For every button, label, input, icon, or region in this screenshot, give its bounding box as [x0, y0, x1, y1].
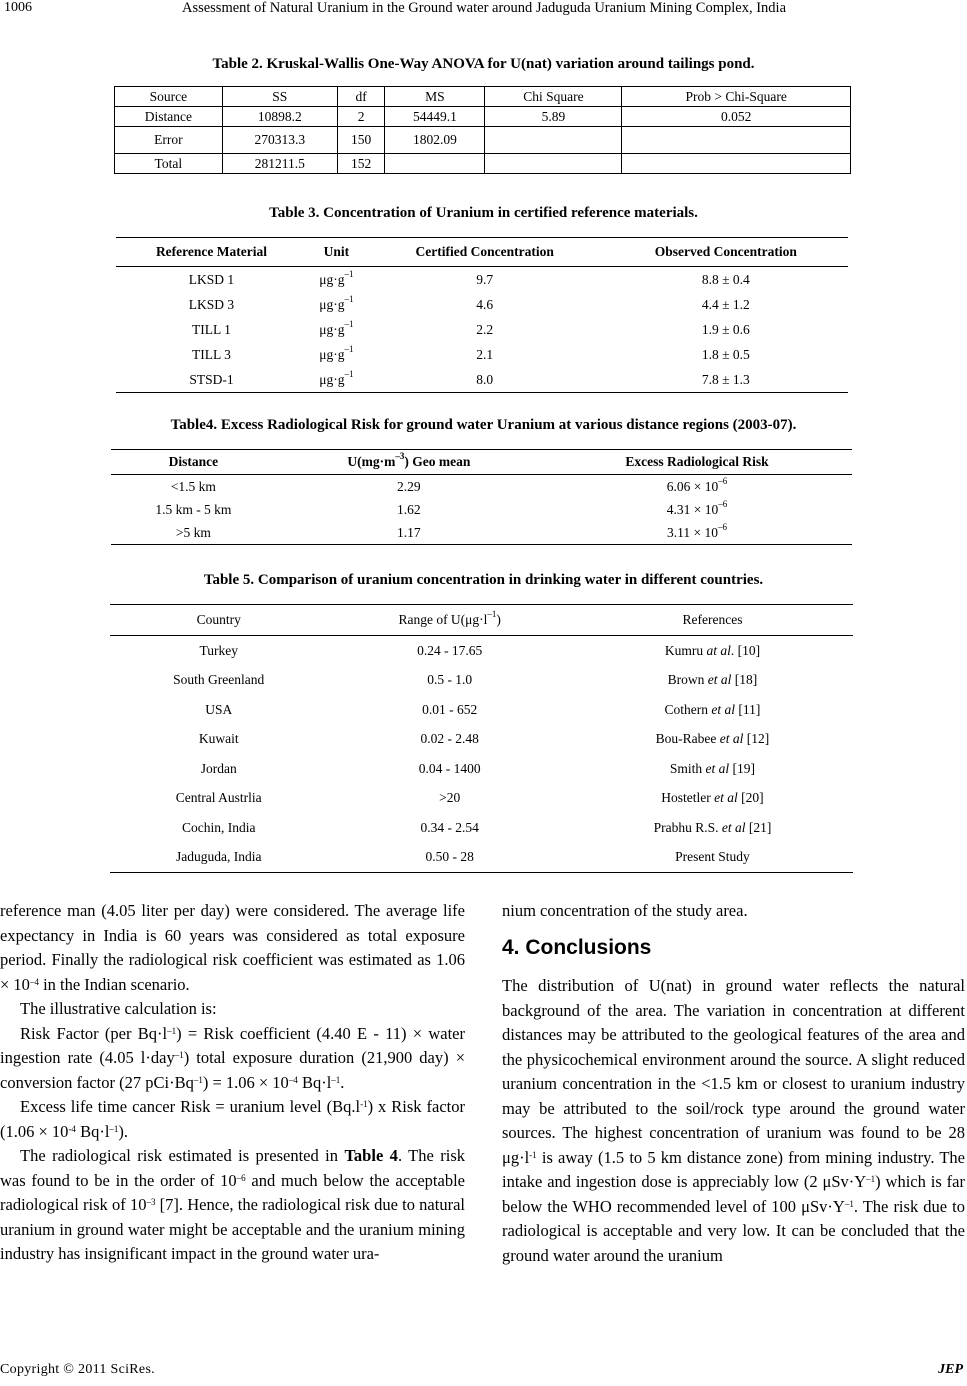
right-column	[502, 899, 965, 1268]
table-cell: 0.5 - 1.0	[427, 672, 473, 688]
header-text: )	[496, 612, 501, 627]
ref-number: [19]	[729, 760, 756, 776]
ref-author: Present Study	[675, 849, 750, 865]
table-cell: 10898.2	[222, 107, 337, 127]
text-run: ) x Risk factor (1.06 × 10	[0, 1097, 465, 1141]
table-header-cell: MS	[385, 87, 485, 107]
table-row	[110, 754, 853, 784]
unit-exponent: –1	[344, 368, 354, 379]
table3-header-row	[116, 238, 848, 267]
table-cell: TILL 3	[192, 346, 231, 362]
table-cell: Jordan	[200, 760, 237, 776]
table-row	[115, 127, 851, 154]
unit-exponent: –1	[344, 343, 354, 354]
table5-caption: Table 5. Comparison of uranium concentration in drinking water in different countries.	[203, 572, 764, 588]
table-cell: Kuwait	[198, 731, 239, 747]
ref-author: Cothern	[664, 701, 712, 717]
table-cell: 5.89	[485, 107, 622, 127]
reference-cell	[572, 695, 853, 725]
table-reference: Table 4	[344, 1146, 398, 1165]
text-run: in the Indian scenario.	[38, 974, 190, 994]
table-cell: LKSD 1	[188, 271, 235, 287]
paragraph	[502, 974, 965, 1268]
unit-text: μg·g	[319, 346, 345, 362]
table-row	[110, 843, 853, 873]
table-cell: 0.01 - 652	[422, 701, 478, 717]
table-header-cell: Country	[110, 605, 327, 636]
table-header-cell: Certified Concentration	[366, 238, 604, 267]
paragraph: nium concentration of the study area.	[502, 901, 748, 920]
ref-etal: et al	[714, 790, 738, 806]
ref-number: [11]	[735, 701, 761, 717]
risk-exponent: –6	[718, 498, 728, 509]
exponent: –1	[109, 1123, 119, 1134]
unit-cell	[307, 317, 366, 342]
reference-cell	[572, 725, 853, 755]
table-cell: 0.02 - 2.48	[420, 731, 479, 747]
text-run: Risk Factor (per Bq·l	[20, 1023, 168, 1043]
ref-number: [21]	[745, 819, 772, 835]
ref-etal: et al	[721, 819, 746, 835]
table-cell: 0.04 - 1400	[418, 760, 481, 776]
ref-author: Kumru	[664, 642, 707, 658]
copyright-footer: Copyright © 2011 SciRes.	[0, 1362, 155, 1377]
table-header-cell: Source	[115, 87, 223, 107]
table3	[116, 237, 848, 393]
table-cell: 2.29	[397, 478, 421, 494]
ref-number: [18]	[731, 672, 758, 688]
ref-author: Smith	[669, 760, 706, 776]
ref-number: [20]	[737, 790, 764, 806]
ref-etal: et al	[711, 701, 736, 717]
exponent: -4	[68, 1123, 76, 1134]
left-column	[0, 899, 465, 1267]
text-run: reference man (4.05 liter per day) were considered. The average life expectancy in India is 60 years was considered as total exposure period. Finally the radiological risk coefficient was estimated as 1.06 × 10	[0, 901, 465, 994]
unit-text: μg·g	[319, 271, 345, 287]
table-row	[110, 695, 853, 725]
exponent: –3	[146, 1197, 156, 1207]
table-header-cell: Distance	[111, 450, 276, 475]
text-run: Bq·l	[75, 1121, 110, 1141]
table-cell: Turkey	[199, 642, 238, 658]
table-header-cell	[327, 605, 572, 636]
table-cell: 1.17	[397, 524, 421, 540]
ref-etal: et al	[719, 731, 744, 747]
header-text: U(mg·m	[347, 454, 396, 469]
exponent: –4	[29, 976, 39, 987]
table-cell: 1802.09	[385, 127, 485, 154]
table-row	[110, 666, 853, 696]
table-row	[116, 367, 848, 393]
paragraph: The illustrative calculation is:	[20, 999, 217, 1018]
table-header-cell: df	[337, 87, 384, 107]
table-header-cell: Prob > Chi-Square	[622, 87, 851, 107]
table-cell: 8.0	[476, 371, 494, 387]
table-cell: 150	[337, 127, 384, 154]
text-run: The distribution of U(nat) in ground water reflects the natural background of the area. The variation in concentration at different distances may be attributed to the geological features of the area and the physicochemical environment around the source. A slight reduced uranium concentration in the <1.5 km or closest to uranium industry may be attributed to the soil/rock type around the ground water sources. The highest concentration of uranium was found to be 28 μg·l	[502, 976, 965, 1167]
table-cell	[622, 127, 851, 154]
table-cell: >20	[439, 790, 461, 806]
table-cell: 0.34 - 2.54	[420, 819, 479, 835]
unit-cell	[307, 292, 366, 317]
reference-cell	[572, 784, 853, 814]
table-cell	[485, 154, 622, 174]
table-cell: 0.50 - 28	[425, 849, 474, 865]
reference-cell	[572, 754, 853, 784]
text-run: The radiological risk estimated is presented in	[20, 1146, 345, 1165]
unit-exponent: –1	[344, 268, 354, 279]
table-cell: TILL 1	[192, 321, 231, 337]
ref-author: Bou-Rabee	[655, 731, 720, 747]
text-run: . The risk due to radiological is acceptable and very low. It can be concluded that the ground water around the uranium	[502, 1196, 965, 1265]
unit-text: μg·g	[319, 296, 345, 312]
text-run: [7]. Hence, the radiological risk due to natural uranium in ground water might be acceptable and the uranium mining industry has insignificant impact in the ground water ura-	[0, 1195, 465, 1263]
table-row	[111, 475, 852, 499]
table-cell: STSD-1	[189, 371, 234, 387]
table-cell: 0.052	[622, 107, 851, 127]
text-run: Bq·l	[297, 1072, 332, 1092]
header-text: ) Geo mean	[404, 454, 471, 469]
table2-caption: Table 2. Kruskal-Wallis One-Way ANOVA for U(nat) variation around tailings pond.	[212, 56, 755, 72]
ref-etal: et al	[707, 672, 732, 688]
table-cell: 7.8 ± 1.3	[701, 371, 750, 387]
table-header-cell: Observed Concentration	[604, 238, 848, 267]
reference-cell	[572, 636, 853, 666]
table-cell: 1.62	[397, 501, 421, 517]
table-cell: South Greenland	[173, 672, 265, 688]
table-cell: 1.8 ± 0.5	[701, 346, 750, 362]
text-run: ) = Risk coefficient (4.40 E - 11) × water ingestion rate (4.05 l·day	[0, 1023, 465, 1067]
unit-exponent: –1	[344, 293, 354, 304]
table4-caption: Table4. Excess Radiological Risk for ground water Uranium at various distance regions (2003-07).	[170, 417, 797, 433]
table-row	[111, 521, 852, 545]
table-header-cell: SS	[222, 87, 337, 107]
text-run: is away (1.5 to 5 km distance zone) from mining industry. The intake and ingestion dose is appreciably low (2 μSv·Y	[502, 1147, 965, 1191]
paragraph	[0, 1144, 465, 1267]
table2	[114, 86, 851, 174]
table5	[110, 604, 853, 873]
risk-cell	[542, 498, 852, 521]
text-run: ).	[118, 1121, 129, 1141]
ref-number: . [10]	[730, 642, 761, 658]
journal-abbrev: JEP	[938, 1362, 963, 1377]
table-cell: Jaduguda, India	[175, 849, 262, 865]
table-cell: Distance	[115, 107, 223, 127]
ref-etal: at al	[706, 642, 731, 658]
unit-cell	[307, 267, 366, 293]
table-row	[116, 342, 848, 367]
table-row	[116, 317, 848, 342]
exponent: –1	[167, 1025, 177, 1036]
table5-header-row	[110, 605, 853, 636]
running-title: Assessment of Natural Uranium in the Ground water around Jaduguda Uranium Mining Complex, India	[181, 0, 787, 16]
table-header-cell: Unit	[307, 238, 366, 267]
exponent: -1	[529, 1149, 537, 1160]
table3-caption: Table 3. Concentration of Uranium in certified reference materials.	[269, 205, 698, 221]
table-cell: LKSD 3	[188, 296, 235, 312]
ref-author: Hostetler	[661, 790, 715, 806]
risk-cell	[542, 475, 852, 499]
table-header-cell: Excess Radiological Risk	[542, 450, 852, 475]
table-cell: 270313.3	[222, 127, 337, 154]
table-header-cell: Chi Square	[485, 87, 622, 107]
table-cell: 2.1	[476, 346, 494, 362]
table-row	[110, 725, 853, 755]
table-cell: Error	[115, 127, 223, 154]
table-header-cell	[276, 450, 542, 475]
table-cell: 4.4 ± 1.2	[701, 296, 750, 312]
risk-cell	[542, 521, 852, 545]
reference-cell	[572, 843, 853, 873]
exponent: –6	[236, 1172, 246, 1183]
table4	[111, 449, 852, 545]
header-exponent: –3	[395, 451, 405, 461]
table-cell: 4.6	[476, 296, 494, 312]
table-row	[110, 636, 853, 666]
paragraph	[0, 1095, 465, 1144]
unit-exponent: –1	[344, 318, 354, 329]
table-cell: 54449.1	[385, 107, 485, 127]
exponent: –1	[174, 1050, 184, 1060]
table-cell: 1.5 km - 5 km	[155, 501, 232, 517]
table-cell: Total	[115, 154, 223, 174]
table-cell: 0.24 - 17.65	[417, 642, 483, 658]
risk-mantissa: 6.06 × 10	[666, 478, 719, 494]
ref-author: Brown	[667, 672, 708, 688]
reference-cell	[572, 813, 853, 843]
table-cell: 8.8 ± 0.4	[701, 271, 750, 287]
table-row	[110, 784, 853, 814]
text-run: and much below the acceptable radiological risk of 10	[0, 1170, 465, 1214]
table-cell: Cochin, India	[181, 819, 256, 835]
table-cell: USA	[205, 701, 233, 717]
table-cell: Central Austrlia	[175, 790, 262, 806]
table4-header-row	[111, 450, 852, 475]
section-heading: 4. Conclusions	[502, 935, 652, 959]
table-header-cell: Reference Material	[116, 238, 307, 267]
text-run: Excess life time cancer Risk = uranium level (Bq.l	[20, 1097, 361, 1116]
unit-cell	[307, 367, 366, 393]
table2-header-row	[115, 87, 851, 107]
table-cell: <1.5 km	[170, 478, 216, 494]
table-cell	[385, 154, 485, 174]
risk-mantissa: 3.11 × 10	[666, 524, 718, 540]
paragraph	[0, 1022, 465, 1096]
text-run: ) which is far below the WHO recommended level of 100 μSv·Y	[502, 1172, 965, 1216]
table-row	[111, 498, 852, 521]
text-run: ) = 1.06 × 10	[202, 1072, 289, 1092]
header-exponent: –1	[487, 609, 497, 619]
exponent: –1	[331, 1074, 341, 1085]
table-row	[110, 813, 853, 843]
exponent: –1	[844, 1198, 854, 1209]
risk-exponent: –6	[718, 475, 728, 486]
paragraph	[0, 899, 465, 997]
exponent: -1	[360, 1099, 368, 1109]
table-cell	[485, 127, 622, 154]
unit-text: μg·g	[319, 371, 345, 387]
table-cell: 152	[337, 154, 384, 174]
header-text: Range of U(μg·l	[398, 612, 488, 627]
table-cell: 1.9 ± 0.6	[701, 321, 750, 337]
table-row	[115, 154, 851, 174]
ref-number: [12]	[743, 731, 770, 747]
risk-mantissa: 4.31 × 10	[666, 501, 719, 517]
ref-etal: et al	[705, 760, 730, 776]
table-row	[115, 107, 851, 127]
risk-exponent: –6	[717, 521, 727, 532]
text-run: . The risk was found to be in the order of 10	[0, 1146, 466, 1190]
exponent: –4	[288, 1074, 298, 1085]
reference-cell	[572, 666, 853, 696]
table-cell: 2	[337, 107, 384, 127]
page-number: 1006	[4, 0, 32, 15]
table-cell: 9.7	[476, 271, 494, 287]
text-run: .	[340, 1072, 345, 1092]
table-row	[116, 292, 848, 317]
unit-text: μg·g	[319, 321, 345, 337]
table-cell	[622, 154, 851, 174]
table-header-cell: References	[572, 605, 853, 636]
ref-author: Prabhu R.S.	[653, 819, 722, 835]
table-cell: 2.2	[476, 321, 494, 337]
table-cell: >5 km	[175, 524, 211, 540]
table-row	[116, 267, 848, 293]
text-run: ) total exposure duration (21,900 day) × conversion factor (27 pCi·Bq	[0, 1048, 465, 1092]
table-cell: 281211.5	[222, 154, 337, 174]
unit-cell	[307, 342, 366, 367]
exponent: –1	[193, 1074, 203, 1085]
exponent: –1	[866, 1174, 876, 1184]
